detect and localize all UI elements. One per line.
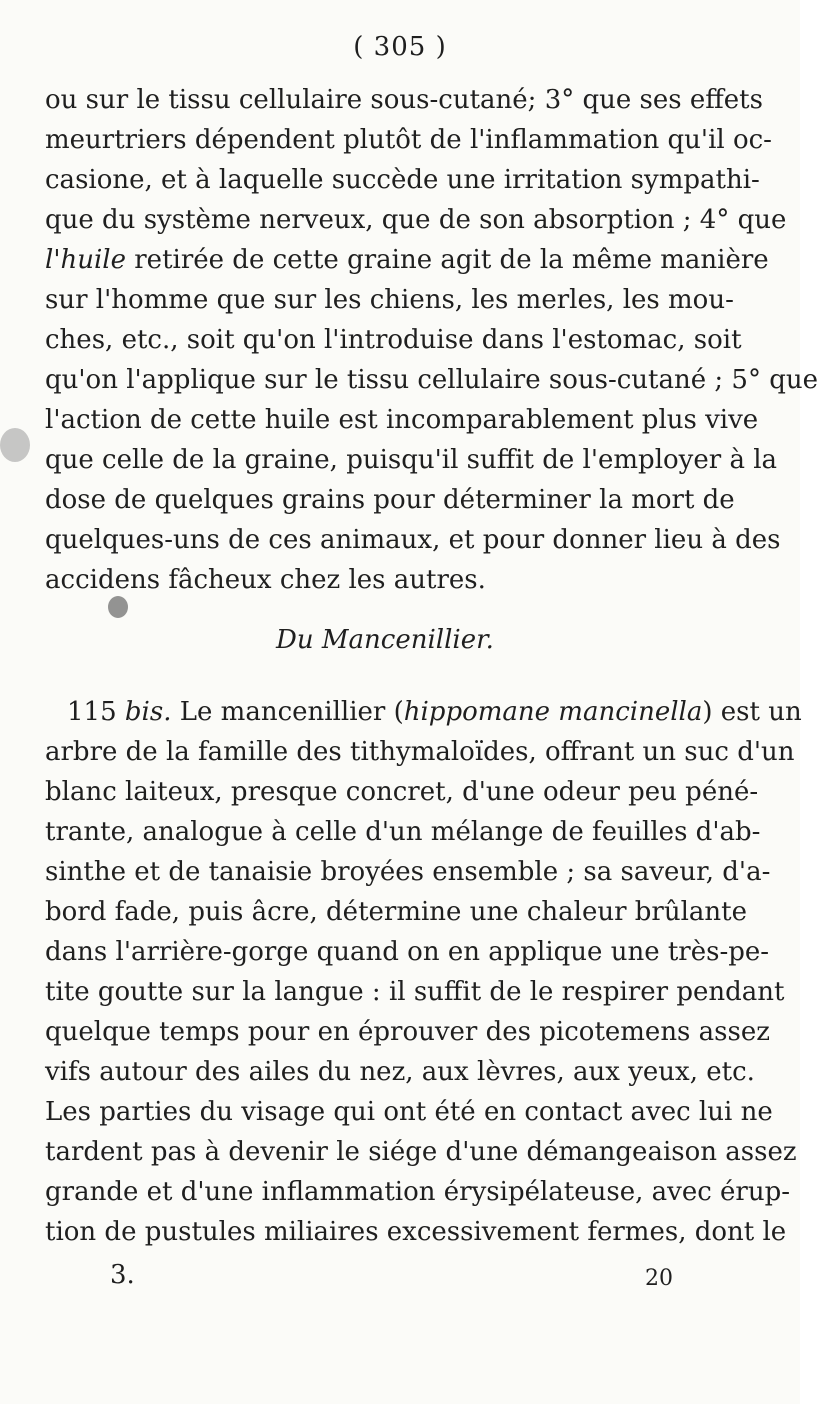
- text-line: quelque temps pour en éprouver des picotemens assez: [45, 1017, 770, 1047]
- text-line: Les parties du visage qui ont été en contact avec lui ne: [45, 1097, 773, 1127]
- text-line: tion de pustules miliaires excessivement fermes, dont le: [45, 1217, 787, 1247]
- text-line: l'action de cette huile est incomparablement plus vive: [45, 405, 759, 435]
- paragraph-1: [45, 80, 818, 600]
- text-line: quelques-uns de ces animaux, et pour donner lieu à des: [45, 525, 781, 555]
- ink-stain: [0, 428, 30, 462]
- text-run: ) est un: [702, 697, 802, 727]
- text-line: [45, 240, 769, 280]
- text-line: trante, analogue à celle d'un mélange de feuilles d'ab-: [45, 817, 761, 847]
- section-number: 115: [67, 697, 117, 727]
- text-line: dans l'arrière-gorge quand on en applique une très-pe-: [45, 937, 770, 967]
- text-line: casione, et à laquelle succède une irritation sympathi-: [45, 165, 760, 195]
- page-body: [45, 80, 818, 1252]
- latin-name: hippomane mancinella: [403, 697, 703, 727]
- text-run: Le mancenillier (: [179, 697, 404, 727]
- heading-spacer: [45, 680, 725, 692]
- text-line: bord fade, puis âcre, détermine une chaleur brûlante: [45, 897, 747, 927]
- text-line: arbre de la famille des tithymaloïdes, offrant un suc d'un: [45, 737, 795, 767]
- page-number: ( 305 ): [353, 32, 447, 62]
- italic-term: l'huile: [45, 245, 126, 275]
- text-line: que celle de la graine, puisqu'il suffit de l'employer à la: [45, 445, 778, 475]
- text-line: sinthe et de tanaisie broyées ensemble ; sa saveur, d'a-: [45, 857, 771, 887]
- text-line: tite goutte sur la langue : il suffit de le respirer pendant: [45, 977, 785, 1007]
- text-line: que du système nerveux, que de son absorption ; 4° que: [45, 205, 787, 235]
- text-line: ches, etc., soit qu'on l'introduise dans l'estomac, soit: [45, 325, 742, 355]
- text-line: grande et d'une inflammation érysipélateuse, avec érup-: [45, 1177, 791, 1207]
- text-line: blanc laiteux, presque concret, d'une odeur peu péné-: [45, 777, 759, 807]
- text-line: tardent pas à devenir le siége d'une démangeaison assez: [45, 1137, 797, 1167]
- section-heading: Du Mancenillier.: [276, 625, 494, 655]
- text-line: qu'on l'applique sur le tissu cellulaire sous-cutané ; 5° que: [45, 365, 818, 395]
- section-suffix: bis.: [124, 697, 172, 727]
- paragraph-2: [45, 692, 802, 1252]
- text-line: dose de quelques grains pour déterminer la mort de: [45, 485, 735, 515]
- text-line: [45, 692, 802, 732]
- text-run: retirée de cette graine agit de la même manière: [134, 245, 769, 275]
- text-line: sur l'homme que sur les chiens, les merles, les mou-: [45, 285, 734, 315]
- sheet-number: 20: [645, 1266, 673, 1291]
- text-line: ou sur le tissu cellulaire sous-cutané; 3° que ses effets: [45, 85, 763, 115]
- text-line: accidens fâcheux chez les autres.: [45, 565, 486, 595]
- text-line: meurtriers dépendent plutôt de l'inflammation qu'il oc-: [45, 125, 772, 155]
- text-line: vifs autour des ailes du nez, aux lèvres, aux yeux, etc.: [45, 1057, 755, 1087]
- signature-mark: 3.: [110, 1260, 135, 1290]
